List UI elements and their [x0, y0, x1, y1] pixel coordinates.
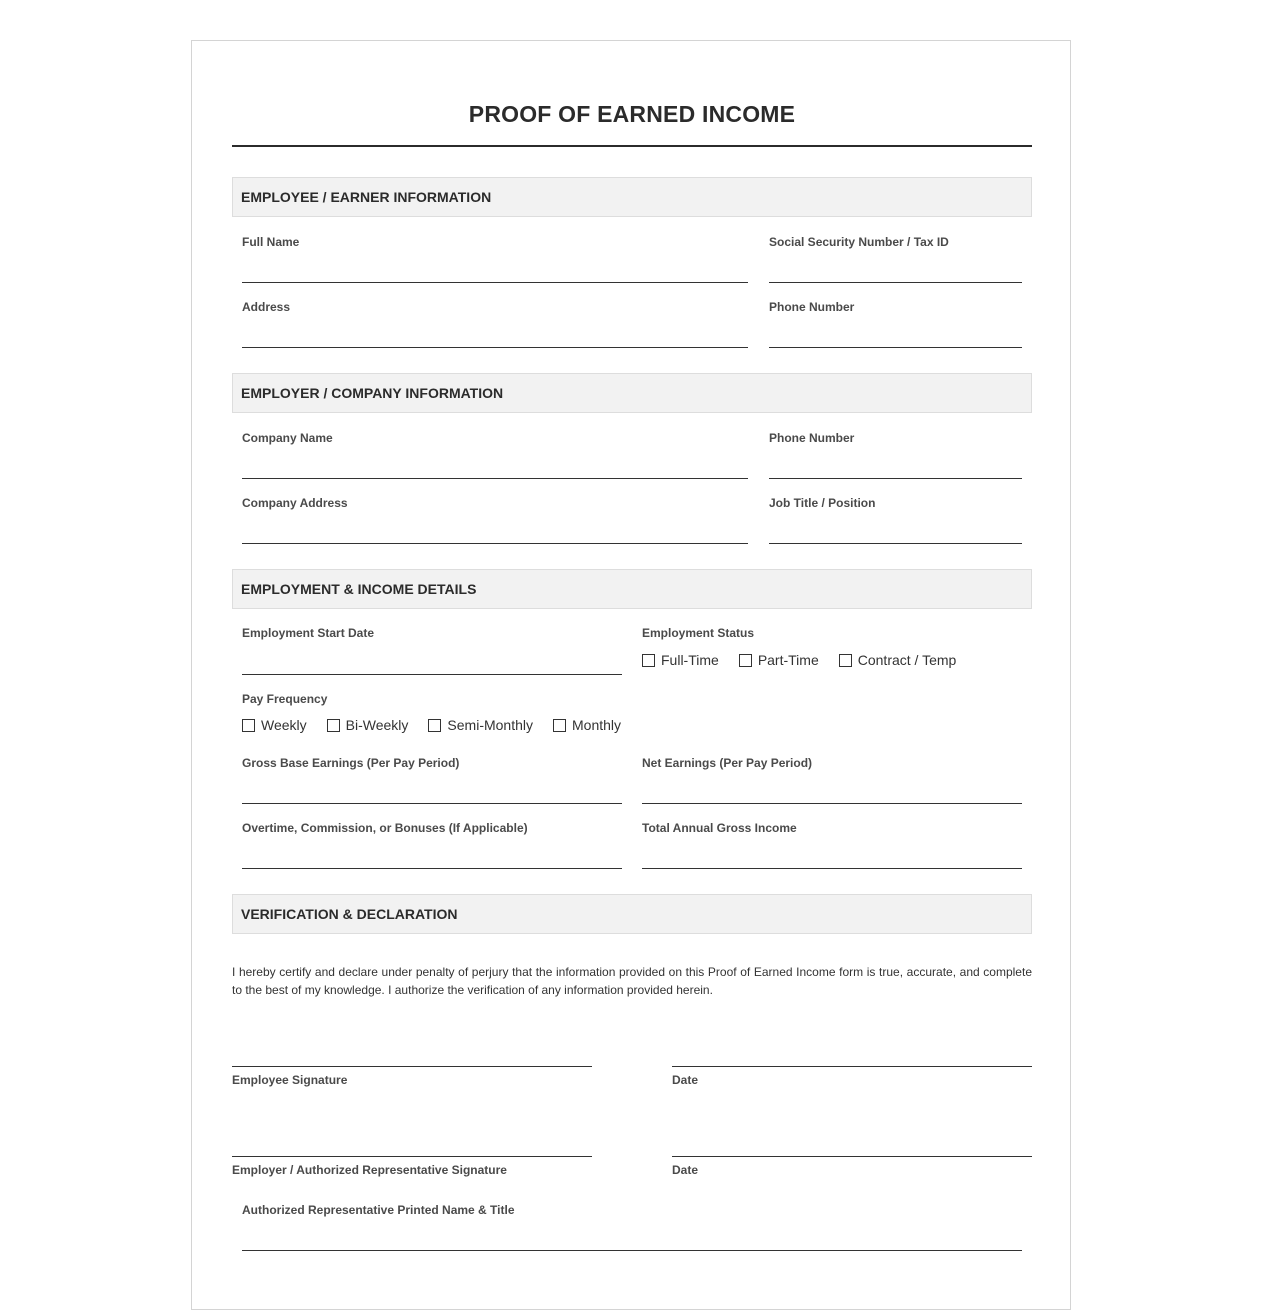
- address-input-line[interactable]: [242, 347, 748, 348]
- start-date-input-line[interactable]: [242, 674, 622, 675]
- monthly-label: Monthly: [572, 717, 622, 733]
- pay-option-bi-weekly[interactable]: [327, 717, 409, 733]
- ssn-label: Social Security Number / Tax ID: [769, 235, 949, 249]
- section-title-verification: VERIFICATION & DECLARATION: [241, 906, 458, 922]
- part-time-label: Part-Time: [757, 652, 819, 668]
- contract-label: Contract / Temp: [857, 652, 957, 668]
- start-date-field[interactable]: [242, 626, 622, 674]
- employee-signature-line[interactable]: [232, 1066, 592, 1067]
- printed-name-field[interactable]: [242, 1203, 1022, 1251]
- bi-weekly-checkbox[interactable]: [327, 719, 340, 732]
- pay-option-weekly[interactable]: [242, 717, 307, 733]
- printed-name-label: Authorized Representative Printed Name & Title: [242, 1203, 515, 1217]
- semi-monthly-label: Semi-Monthly: [447, 717, 534, 733]
- bi-weekly-label: Bi-Weekly: [345, 717, 409, 733]
- employer-date-field[interactable]: [672, 1156, 1032, 1180]
- status-option-contract[interactable]: [839, 652, 957, 668]
- employee-date-field[interactable]: [672, 1066, 1032, 1090]
- full-name-input-line[interactable]: [242, 282, 748, 283]
- full-time-checkbox[interactable]: [642, 654, 655, 667]
- company-address-label: Company Address: [242, 496, 348, 510]
- company-address-input-line[interactable]: [242, 543, 748, 544]
- start-date-label: Employment Start Date: [242, 626, 375, 640]
- employee-date-line[interactable]: [672, 1066, 1032, 1067]
- section-header-employment: [232, 569, 1032, 609]
- section-header-employer: [232, 373, 1032, 413]
- employee-phone-field[interactable]: [769, 300, 1022, 348]
- gross-base-label: Gross Base Earnings (Per Pay Period): [242, 756, 460, 770]
- full-name-field[interactable]: [242, 235, 748, 283]
- semi-monthly-checkbox[interactable]: [428, 719, 441, 732]
- status-option-part-time[interactable]: [739, 652, 819, 668]
- employee-phone-input-line[interactable]: [769, 347, 1022, 348]
- section-title-employment: EMPLOYMENT & INCOME DETAILS: [241, 581, 477, 597]
- employer-date-line[interactable]: [672, 1156, 1032, 1157]
- company-phone-label: Phone Number: [769, 431, 855, 445]
- overtime-input-line[interactable]: [242, 868, 622, 869]
- status-option-full-time[interactable]: [642, 652, 719, 668]
- company-name-label: Company Name: [242, 431, 333, 445]
- title-divider: [232, 145, 1032, 147]
- gross-base-input-line[interactable]: [242, 803, 622, 804]
- monthly-checkbox[interactable]: [553, 719, 566, 732]
- pay-frequency-label: Pay Frequency: [242, 692, 328, 706]
- pay-frequency-options: [242, 717, 641, 733]
- part-time-checkbox[interactable]: [739, 654, 752, 667]
- weekly-label: Weekly: [261, 717, 307, 733]
- ssn-field[interactable]: [769, 235, 1022, 283]
- weekly-checkbox[interactable]: [242, 719, 255, 732]
- section-header-verification: [232, 894, 1032, 934]
- ssn-input-line[interactable]: [769, 282, 1022, 283]
- job-title-label: Job Title / Position: [769, 496, 876, 510]
- pay-frequency-group: [242, 692, 622, 712]
- employer-date-label: Date: [672, 1163, 699, 1177]
- total-annual-field[interactable]: [642, 821, 1022, 869]
- full-name-label: Full Name: [242, 235, 300, 249]
- employer-signature-line[interactable]: [232, 1156, 592, 1157]
- overtime-label: Overtime, Commission, or Bonuses (If Applicable): [242, 821, 528, 835]
- total-annual-label: Total Annual Gross Income: [642, 821, 797, 835]
- document-title: PROOF OF EARNED INCOME: [468, 101, 796, 127]
- pay-option-monthly[interactable]: [553, 717, 621, 733]
- job-title-field[interactable]: [769, 496, 1022, 544]
- employer-signature-label: Employer / Authorized Representative Signature: [232, 1163, 507, 1177]
- overtime-field[interactable]: [242, 821, 622, 869]
- employee-date-label: Date: [672, 1073, 699, 1087]
- net-earnings-field[interactable]: [642, 756, 1022, 804]
- company-name-field[interactable]: [242, 431, 748, 479]
- gross-base-field[interactable]: [242, 756, 622, 804]
- declaration-text: I hereby certify and declare under penalty of perjury that the information provided on this Proof of Earned Income form is true, accurate, and complete to the best of my knowledge. I authorize the verification of any information provided herein.: [232, 965, 1032, 997]
- contract-checkbox[interactable]: [839, 654, 852, 667]
- company-phone-field[interactable]: [769, 431, 1022, 479]
- company-address-field[interactable]: [242, 496, 748, 544]
- company-name-input-line[interactable]: [242, 478, 748, 479]
- employer-signature-field[interactable]: [232, 1156, 592, 1180]
- section-header-employee: [232, 177, 1032, 217]
- printed-name-input-line[interactable]: [242, 1250, 1022, 1251]
- employment-status-label: Employment Status: [642, 626, 755, 640]
- full-time-label: Full-Time: [661, 652, 719, 668]
- pay-option-semi-monthly[interactable]: [428, 717, 533, 733]
- employment-status-group: [642, 626, 1022, 646]
- form-page: [191, 40, 1071, 1310]
- total-annual-input-line[interactable]: [642, 868, 1022, 869]
- employee-signature-label: Employee Signature: [232, 1073, 348, 1087]
- net-earnings-input-line[interactable]: [642, 803, 1022, 804]
- net-earnings-label: Net Earnings (Per Pay Period): [642, 756, 813, 770]
- section-title-employee: EMPLOYEE / EARNER INFORMATION: [241, 189, 492, 205]
- employment-status-options: [642, 652, 976, 668]
- address-label: Address: [242, 300, 291, 314]
- employee-signature-field[interactable]: [232, 1066, 592, 1090]
- job-title-input-line[interactable]: [769, 543, 1022, 544]
- employee-phone-label: Phone Number: [769, 300, 855, 314]
- section-title-employer: EMPLOYER / COMPANY INFORMATION: [241, 385, 504, 401]
- company-phone-input-line[interactable]: [769, 478, 1022, 479]
- address-field[interactable]: [242, 300, 748, 348]
